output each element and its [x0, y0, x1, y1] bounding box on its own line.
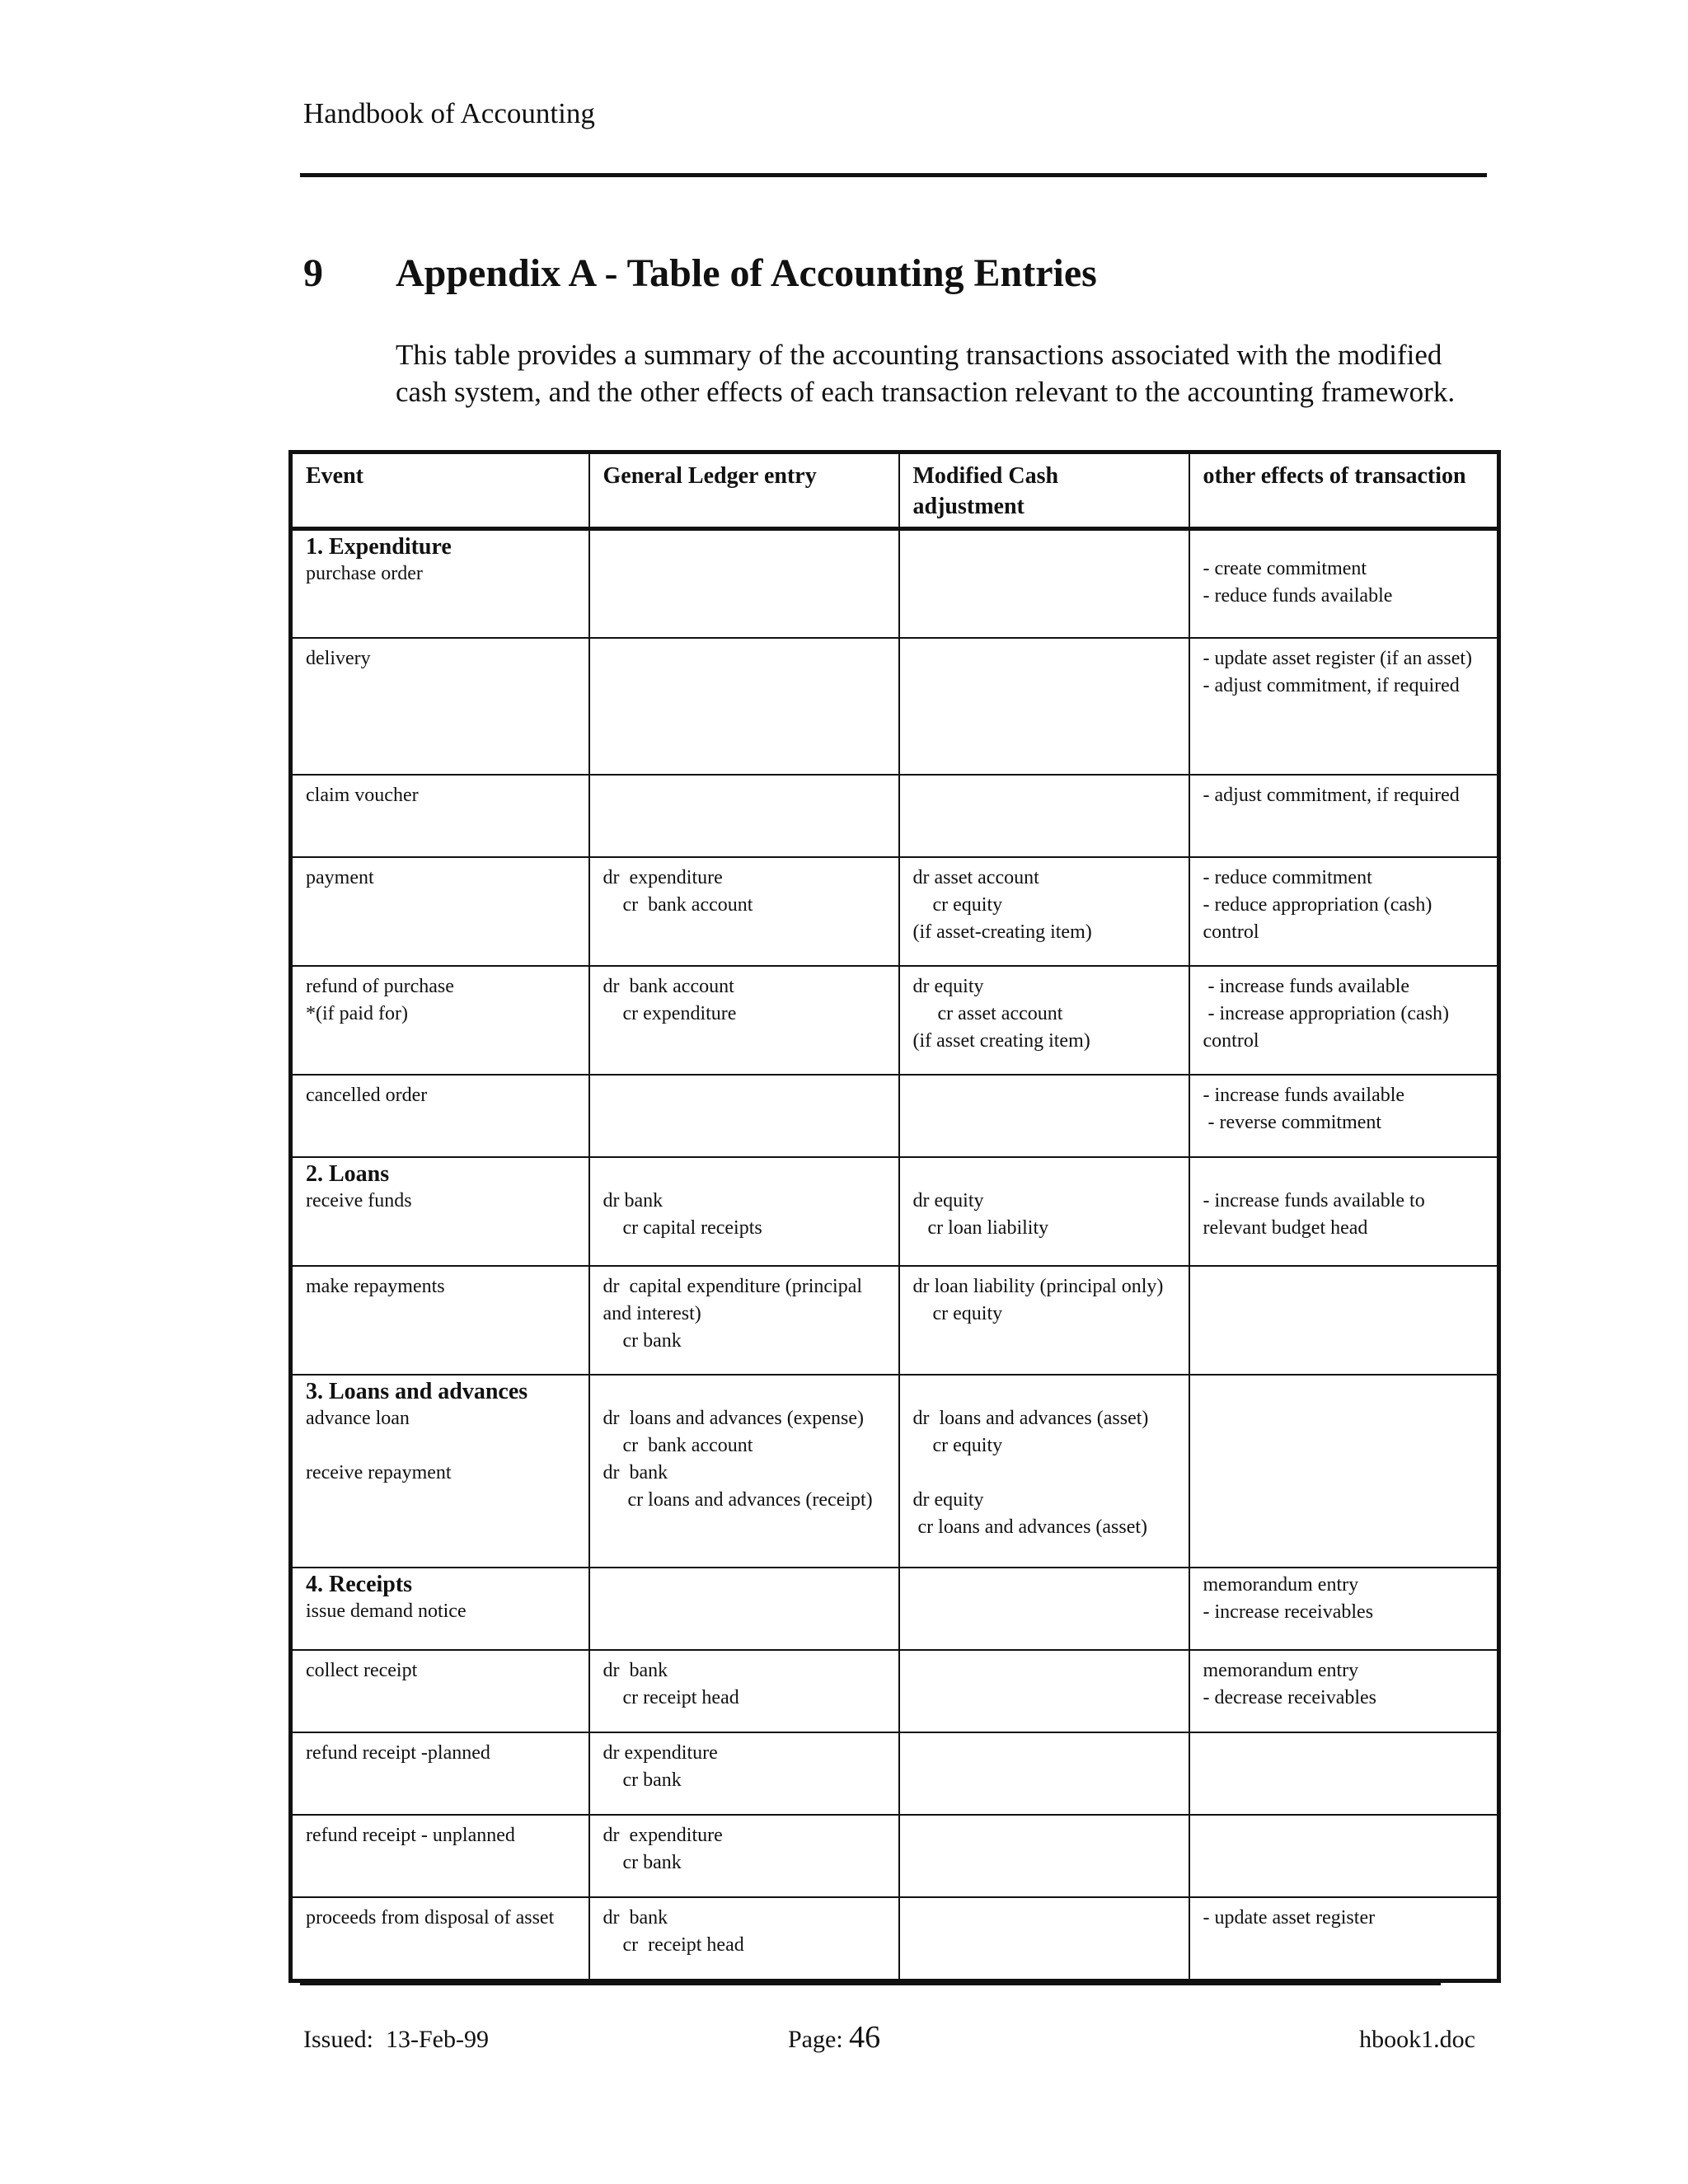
table-row: [291, 1897, 1499, 1981]
general-ledger-cell: dr capital expenditure (principal and interest) cr bank: [589, 1266, 899, 1375]
event-cell: refund receipt -planned: [291, 1732, 589, 1815]
table-row: [291, 857, 1499, 966]
modified-cash-cell: [899, 1075, 1189, 1157]
general-ledger-cell: [589, 638, 899, 775]
table-row: [291, 1650, 1499, 1732]
table-row: [291, 1075, 1499, 1157]
general-ledger-cell: dr bank cr capital receipts: [589, 1157, 899, 1266]
event-cell: [291, 1157, 589, 1266]
event-cell: refund of purchase *(if paid for): [291, 966, 589, 1075]
modified-cash-cell: dr equity cr asset account (if asset creating item): [899, 966, 1189, 1075]
section-number: 9: [303, 251, 323, 295]
modified-cash-cell: [899, 529, 1189, 638]
event-cell: [291, 1375, 589, 1568]
footer-filename: hbook1.doc: [1359, 2026, 1475, 2053]
page-number: 46: [849, 2020, 881, 2055]
modified-cash-cell: dr loan liability (principal only) cr equity: [899, 1266, 1189, 1375]
event-cell: cancelled order: [291, 1075, 589, 1157]
section-label: 3. Loans and advances: [306, 1378, 528, 1404]
column-header-modified-cash: Modified Cash adjustment: [899, 452, 1189, 529]
header-divider: [300, 173, 1487, 177]
other-effects-cell: [1189, 1375, 1499, 1568]
table-row: [291, 1732, 1499, 1815]
column-header-other-effects: other effects of transaction: [1189, 452, 1499, 529]
table-header-row: [291, 452, 1499, 529]
table-row: [291, 775, 1499, 857]
column-header-event: Event: [291, 452, 589, 529]
spacer: [306, 1432, 575, 1460]
general-ledger-cell: dr bank cr receipt head: [589, 1650, 899, 1732]
other-effects-cell: [1189, 1732, 1499, 1815]
general-ledger-cell: dr bank account cr expenditure: [589, 966, 899, 1075]
footer-issued: [303, 2026, 489, 2054]
event-cell: refund receipt - unplanned: [291, 1815, 589, 1897]
other-effects-cell: - reduce commitment - reduce appropriation (cash) control: [1189, 857, 1499, 966]
footer-divider: [300, 1981, 1441, 1985]
footer-page: [788, 2019, 880, 2055]
event-text: advance loan: [306, 1407, 410, 1429]
event-cell: claim voucher: [291, 775, 589, 857]
issued-date: 13-Feb-99: [386, 2026, 489, 2053]
other-effects-cell: - increase funds available to relevant budget head: [1189, 1157, 1499, 1266]
other-effects-cell: [1189, 1815, 1499, 1897]
section-label: 2. Loans: [306, 1160, 390, 1187]
section-label: 4. Receipts: [306, 1571, 413, 1597]
general-ledger-cell: [589, 775, 899, 857]
table-row: [291, 1815, 1499, 1897]
event-cell: [291, 1568, 589, 1650]
event-text: issue demand notice: [306, 1600, 467, 1622]
other-effects-cell: memorandum entry - increase receivables: [1189, 1568, 1499, 1650]
modified-cash-cell: [899, 775, 1189, 857]
general-ledger-cell: dr expenditure cr bank: [589, 1815, 899, 1897]
page-label: Page:: [788, 2026, 843, 2053]
other-effects-cell: - increase funds available - reverse commitment: [1189, 1075, 1499, 1157]
modified-cash-cell: dr asset account cr equity (if asset-creating item): [899, 857, 1189, 966]
event-text: receive repayment: [306, 1461, 452, 1483]
other-effects-cell: - create commitment - reduce funds available: [1189, 529, 1499, 638]
general-ledger-cell: [589, 1568, 899, 1650]
table-row: [291, 1157, 1499, 1266]
general-ledger-cell: [589, 1075, 899, 1157]
modified-cash-cell: dr equity cr loan liability: [899, 1157, 1189, 1266]
event-text: receive funds: [306, 1189, 412, 1212]
modified-cash-cell: [899, 1568, 1189, 1650]
table-row: [291, 1568, 1499, 1650]
event-cell: make repayments: [291, 1266, 589, 1375]
modified-cash-cell: [899, 1732, 1189, 1815]
other-effects-cell: - adjust commitment, if required: [1189, 775, 1499, 857]
running-header: Handbook of Accounting: [303, 97, 595, 129]
event-cell: proceeds from disposal of asset: [291, 1897, 589, 1981]
general-ledger-cell: dr expenditure cr bank account: [589, 857, 899, 966]
other-effects-cell: - increase funds available - increase appropriation (cash) control: [1189, 966, 1499, 1075]
table-row: [291, 638, 1499, 775]
event-cell: payment: [291, 857, 589, 966]
other-effects-cell: [1189, 1266, 1499, 1375]
other-effects-cell: - update asset register: [1189, 1897, 1499, 1981]
modified-cash-cell: [899, 1650, 1189, 1732]
section-title: Appendix A - Table of Accounting Entries: [396, 251, 1097, 295]
modified-cash-cell: [899, 1897, 1189, 1981]
general-ledger-cell: dr expenditure cr bank: [589, 1732, 899, 1815]
general-ledger-cell: dr loans and advances (expense) cr bank account dr bank cr loans and advances (receipt): [589, 1375, 899, 1568]
accounting-entries-table: [288, 450, 1501, 1983]
table-row: [291, 529, 1499, 638]
event-cell: [291, 529, 589, 638]
event-cell: delivery: [291, 638, 589, 775]
other-effects-cell: memorandum entry - decrease receivables: [1189, 1650, 1499, 1732]
table-row: [291, 966, 1499, 1075]
event-text: purchase order: [306, 563, 423, 584]
section-label: 1. Expenditure: [306, 534, 452, 560]
table-row: [291, 1266, 1499, 1375]
column-header-general-ledger: General Ledger entry: [589, 452, 899, 529]
other-effects-cell: - update asset register (if an asset) - adjust commitment, if required: [1189, 638, 1499, 775]
event-cell: collect receipt: [291, 1650, 589, 1732]
modified-cash-cell: dr loans and advances (asset) cr equity dr equity cr loans and advances (asset): [899, 1375, 1189, 1568]
general-ledger-cell: dr bank cr receipt head: [589, 1897, 899, 1981]
modified-cash-cell: [899, 638, 1189, 775]
modified-cash-cell: [899, 1815, 1189, 1897]
general-ledger-cell: [589, 529, 899, 638]
table-row: [291, 1375, 1499, 1568]
issued-label: Issued:: [303, 2026, 373, 2053]
intro-paragraph: This table provides a summary of the accounting transactions associated with the modified cash system, and the other effects of each transaction relevant to the accounting framework.: [396, 339, 1456, 408]
